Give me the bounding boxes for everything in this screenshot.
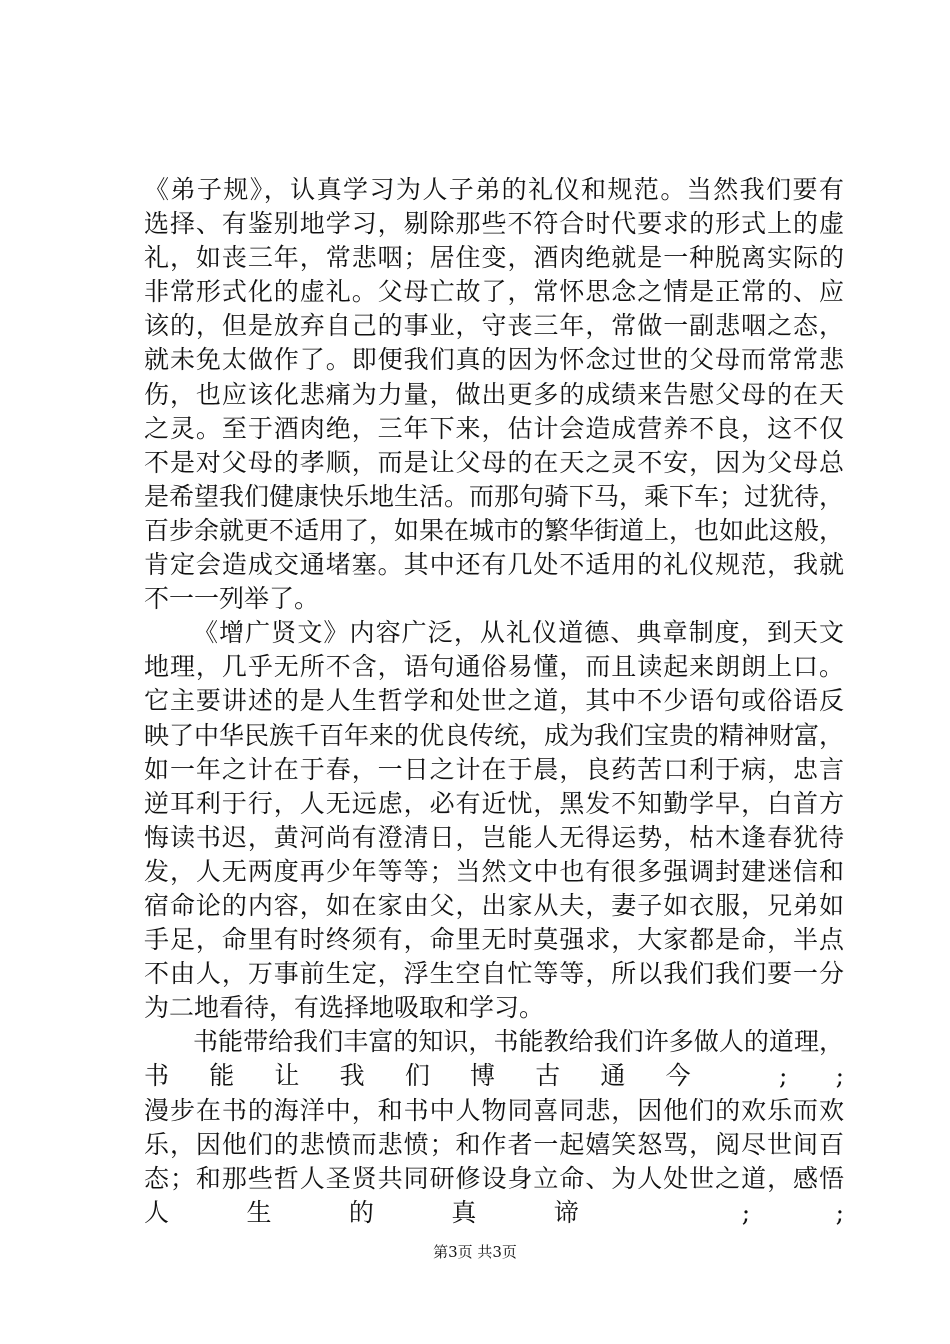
text-line: 逆耳利于行，人无远虑，必有近忧，黑发不知勤学早，白首方	[144, 788, 844, 818]
text-line: 如一年之计在于春，一日之计在于晨，良药苦口利于病，忠言	[144, 754, 844, 784]
text-line: 悔读书迟，黄河尚有澄清日，岂能人无得运势，枯木逢春犹待	[144, 822, 844, 852]
text-line: 书能让我们博古通今 ; ;	[144, 1061, 844, 1091]
text-line: 百步余就更不适用了，如果在城市的繁华街道上，也如此这般，	[144, 515, 844, 545]
paragraph-first-line: 书能带给我们丰富的知识，书能教给我们许多做人的道理，	[193, 1027, 844, 1057]
text-line: 就未免太做作了。即便我们真的因为怀念过世的父母而常常悲	[144, 345, 844, 375]
text-line: 《弟子规》，认真学习为人子弟的礼仪和规范。当然我们要有	[144, 175, 844, 204]
text-line: 漫步在书的海洋中，和书中人物同喜同悲，因他们的欢乐而欢	[144, 1095, 844, 1125]
text-line: 映了中华民族千百年来的优良传统，成为我们宝贵的精神财富，	[144, 720, 844, 750]
text-line: 态；和那些哲人圣贤共同研修设身立命、为人处世之道，感悟	[144, 1163, 844, 1193]
text-line: 乐，因他们的悲愤而悲愤；和作者一起嬉笑怒骂，阅尽世间百	[144, 1129, 844, 1159]
text-line: 礼，如丧三年，常悲咽；居住变，酒肉绝就是一种脱离实际的	[144, 243, 844, 273]
text-line: 是希望我们健康快乐地生活。而那句骑下马，乘下车；过犹待，	[144, 481, 844, 511]
page-number-footer: 第3页 共3页	[433, 1243, 517, 1261]
text-line: 它主要讲述的是人生哲学和处世之道，其中不少语句或俗语反	[144, 686, 844, 716]
text-line: 之灵。至于酒肉绝，三年下来，估计会造成营养不良，这不仅	[144, 413, 844, 443]
paragraph-first-line: 《增广贤文》内容广泛，从礼仪道德、典章制度，到天文	[193, 618, 844, 648]
text-line: 不由人，万事前生定，浮生空自忙等等，所以我们我们要一分	[144, 959, 844, 989]
text-line: 手足，命里有时终须有，命里无时莫强求，大家都是命，半点	[144, 925, 844, 955]
text-line: 该的，但是放弃自己的事业，守丧三年，常做一副悲咽之态，	[144, 311, 844, 341]
text-line: 非常形式化的虚礼。父母亡故了，常怀思念之情是正常的、应	[144, 277, 844, 307]
text-line: 发，人无两度再少年等等；当然文中也有很多强调封建迷信和	[144, 856, 844, 886]
text-line: 地理，几乎无所不含，语句通俗易懂，而且读起来朗朗上口。	[144, 652, 844, 682]
text-line: 人生的真谛 ; ;	[144, 1197, 844, 1227]
text-line: 肯定会造成交通堵塞。其中还有几处不适用的礼仪规范，我就	[144, 550, 844, 580]
text-line: 宿命论的内容，如在家由父，出家从夫，妻子如衣服，兄弟如	[144, 890, 844, 920]
document-body	[144, 173, 844, 1230]
text-line: 伤，也应该化悲痛为力量，做出更多的成绩来告慰父母的在天	[144, 379, 844, 409]
text-line: 不一一列举了。	[144, 584, 320, 614]
text-line: 为二地看待，有选择地吸取和学习。	[144, 993, 545, 1023]
text-line: 不是对父母的孝顺，而是让父母的在天之灵不安，因为父母总	[144, 447, 844, 477]
text-line: 选择、有鉴别地学习，剔除那些不符合时代要求的形式上的虚	[144, 209, 844, 239]
